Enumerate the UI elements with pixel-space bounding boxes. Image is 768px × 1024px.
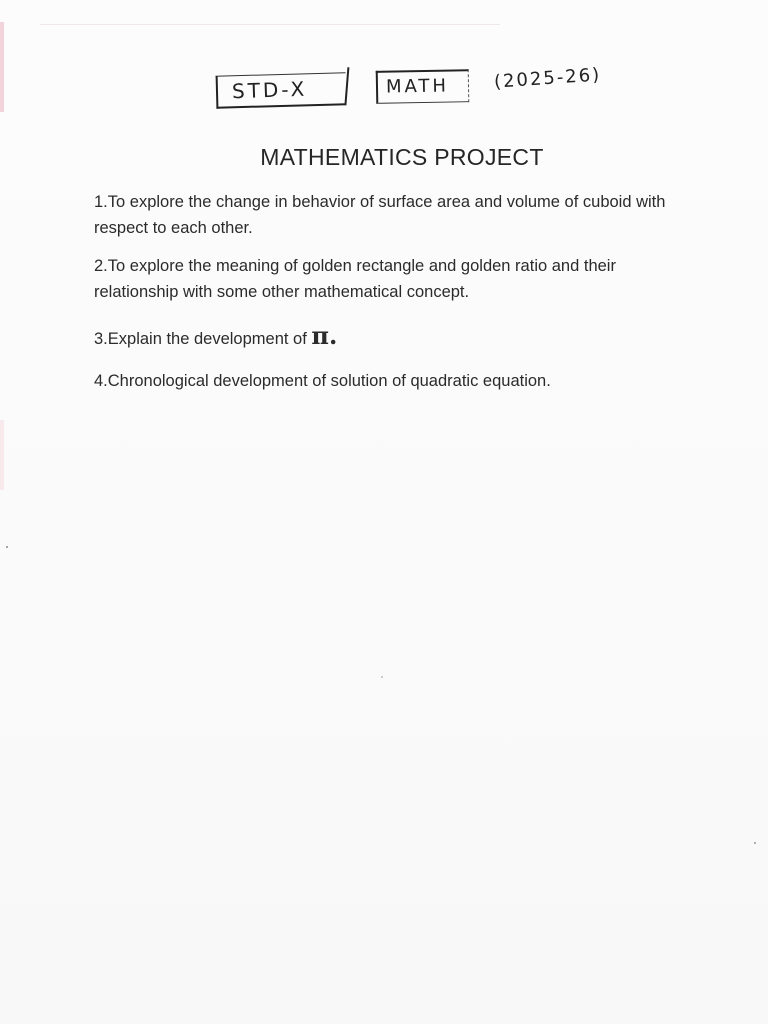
project-item-1: [94, 189, 674, 241]
project-item-3: [94, 321, 674, 352]
project-item-4: [94, 368, 674, 394]
year-label: (2025-26): [493, 64, 602, 93]
item-number: 3.: [94, 330, 108, 348]
std-label: STD-X: [231, 76, 308, 104]
subject-label: MATH: [385, 75, 450, 98]
item-text: Chronological development of solution of quadratic equation.: [107, 372, 551, 390]
item-text: To explore the meaning of golden rectangle and golden ratio and their relationship with some other mathematical concept.: [94, 257, 616, 301]
project-item-2: [94, 253, 674, 305]
speck: [6, 546, 8, 548]
pi-symbol: π: [311, 321, 329, 350]
page-edge-mark: [0, 22, 4, 112]
item-text: To explore the change in behavior of surface area and volume of cuboid with respect to each other.: [94, 193, 666, 237]
item-number: 4.: [94, 372, 108, 390]
scan-line: [40, 24, 500, 25]
item-number: 1.: [94, 193, 108, 211]
speck: [381, 676, 383, 678]
item-number: 2.: [94, 257, 108, 275]
item-suffix: .: [328, 321, 338, 350]
page-edge-mark: [0, 420, 4, 490]
item-text: Explain the development of: [107, 330, 312, 348]
speck: [754, 842, 756, 844]
page-title: MATHEMATICS PROJECT: [260, 144, 544, 170]
